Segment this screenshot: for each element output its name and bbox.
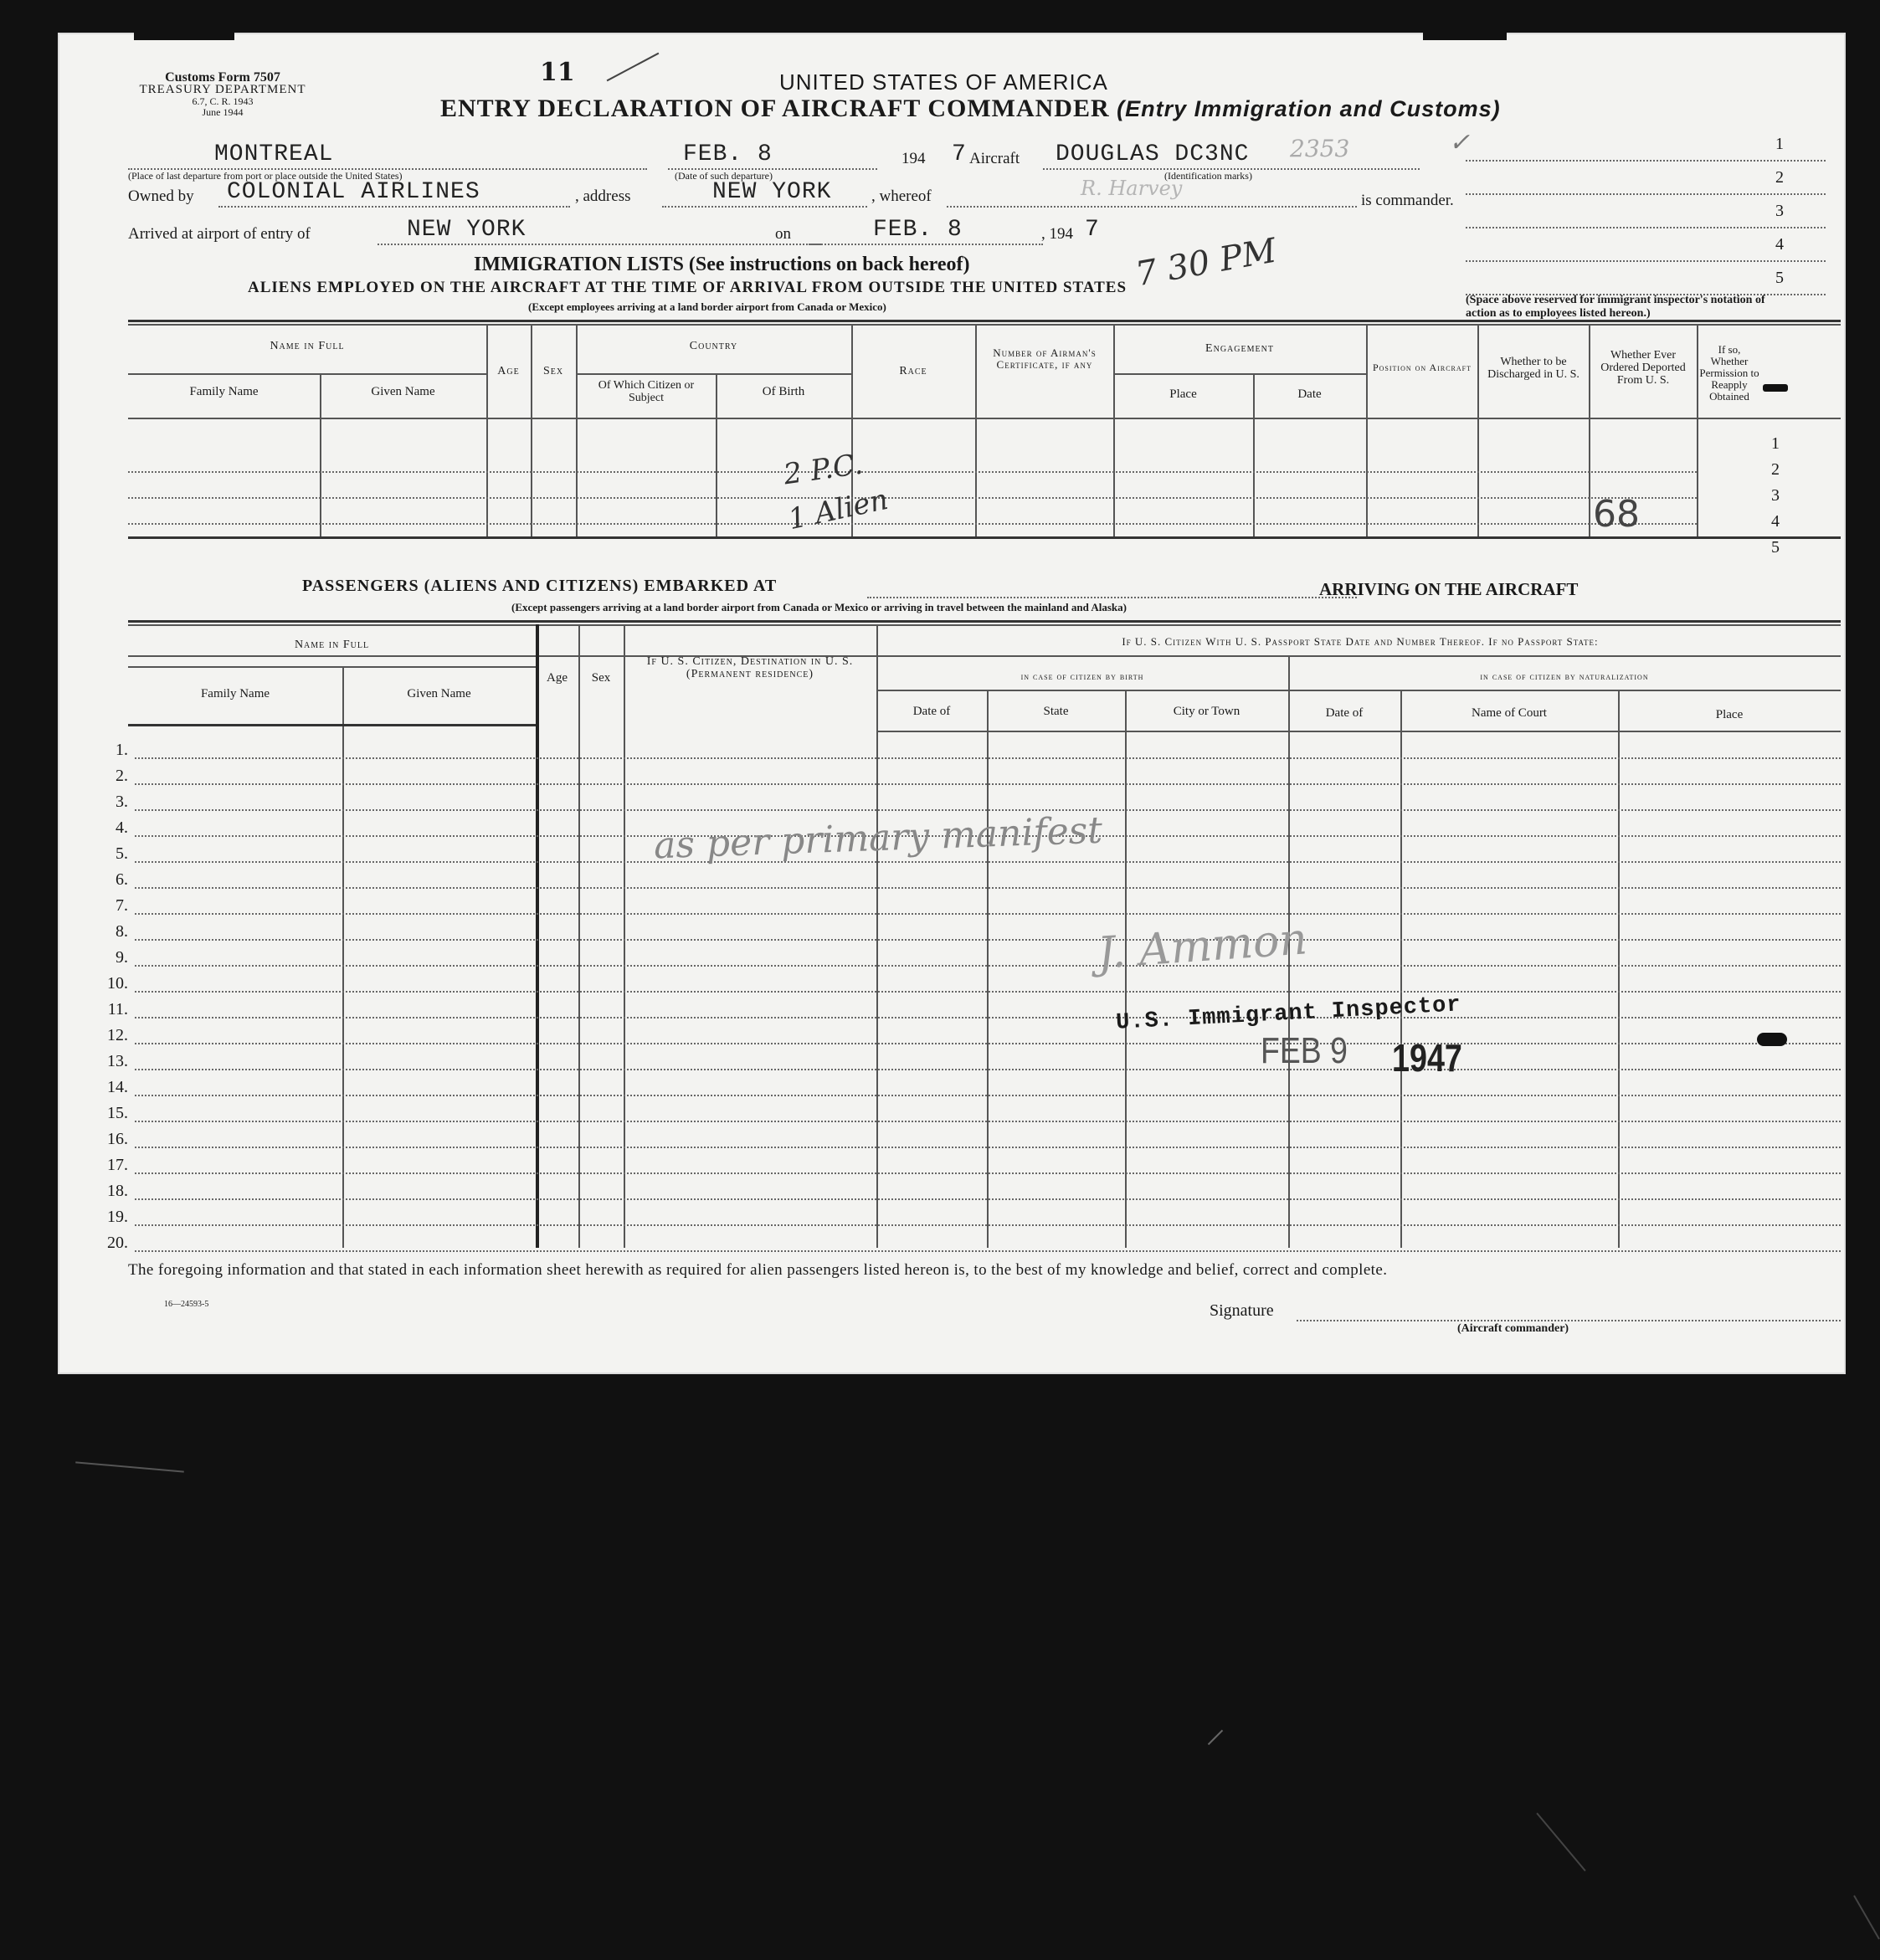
paper-edge-mark (1423, 32, 1507, 40)
arrival-airport: NEW YORK (407, 217, 527, 243)
pax-col-date-of: Date of (912, 705, 951, 718)
form-number: Customs Form 7507 (165, 70, 280, 85)
on-label: on (775, 225, 791, 243)
departure-place: MONTREAL (214, 141, 334, 167)
signature-label: Signature (1210, 1301, 1274, 1320)
whereof-label: , whereof (871, 187, 932, 205)
declaration-text: The foregoing information and that stated in each information sheet herewith as required for alien passengers listed hereon is, to the best of my knowledge and belief, correct and complete. (128, 1261, 1388, 1279)
pax-row-number: 4. (116, 818, 128, 837)
imm-col-age: Age (497, 365, 520, 377)
title-sub: (Entry Immigration and Customs) (1117, 96, 1501, 121)
imm-row-number: 3 (1771, 486, 1780, 505)
pax-row-number: 8. (116, 922, 128, 941)
pax-row-number: 17. (107, 1156, 128, 1174)
pax-col-place: Place (1715, 708, 1744, 721)
pax-col-passport: If U. S. Citizen With U. S. Passport State Date and Number Thereof. If no Passport State: (1122, 635, 1599, 648)
imm-col-date: Date (1297, 387, 1322, 401)
faint-handwriting: 2353 (1290, 135, 1350, 162)
handwritten-note-1: 2 P.C. (781, 447, 866, 492)
pax-row-number: 6. (116, 870, 128, 889)
handwritten-note-2: 1 Alien (785, 482, 891, 537)
pax-col-date-of-2: Date of (1325, 706, 1364, 720)
aircraft-id: DOUGLAS DC3NC (1056, 141, 1250, 167)
pax-row-number: 14. (107, 1078, 128, 1096)
pax-col-court: Name of Court (1472, 706, 1547, 720)
imm-col-position: Position on Aircraft (1372, 362, 1472, 373)
side-note: (Space above reserved for immigrant inspector's notation of action as to employees listed hereon.) (1466, 294, 1765, 320)
departure-place-caption: (Place of last departure from port or place outside the United States) (128, 170, 403, 182)
aircraft-caption: (Identification marks) (1164, 170, 1252, 182)
imm-col-citizen: Of Which Citizen or Subject (598, 379, 695, 404)
owner: COLONIAL AIRLINES (227, 179, 480, 205)
faint-commander-name: R. Harvey (1081, 177, 1183, 200)
stamp-year: 1947 (1392, 1036, 1462, 1080)
handwritten-primary-manifest: as per primary manifest (653, 808, 1103, 868)
pax-col-city: City or Town (1173, 705, 1240, 718)
form-date: June 1944 (202, 106, 244, 118)
imm-col-family: Family Name (189, 385, 259, 398)
stamp-date: FEB 9 (1261, 1030, 1348, 1071)
pax-col-by-naturalization: in case of citizen by naturalization (1480, 670, 1649, 682)
year-digit: 7 (952, 141, 967, 167)
pax-row-number: 18. (107, 1182, 128, 1200)
imm-row-number: 5 (1771, 538, 1780, 557)
film-scratch (1853, 1896, 1880, 1940)
owner-address: NEW YORK (712, 179, 832, 205)
signature-caption: (Aircraft commander) (1457, 1322, 1569, 1335)
side-number: 3 (1775, 202, 1784, 220)
pax-col-family: Family Name (200, 687, 270, 700)
pax-col-destination: If U. S. Citizen, Destination in U. S. (Permanent residence) (646, 655, 854, 680)
form-id-block (126, 71, 319, 118)
imm-col-certificate: Number of Airman's Certificate, if any (993, 346, 1097, 371)
side-number: 2 (1775, 168, 1784, 187)
side-number: 1 (1775, 135, 1784, 153)
pax-col-name: Name in Full (294, 639, 370, 651)
page-number: 11 (540, 58, 575, 87)
pax-col-age: Age (547, 671, 568, 685)
pax-row-number: 3. (116, 793, 128, 811)
imm-col-sex: Sex (542, 365, 564, 377)
arrival-year-prefix: , 194 (1041, 225, 1073, 243)
imm-col-birth: Of Birth (762, 385, 805, 398)
pax-col-state: State (1043, 705, 1069, 718)
ink-blot (1763, 384, 1788, 392)
pax-row-number: 1. (116, 741, 128, 759)
film-scratch (1536, 1813, 1585, 1871)
arrived-label: Arrived at airport of entry of (128, 225, 311, 243)
pax-row-number: 20. (107, 1234, 128, 1252)
imm-col-place: Place (1169, 387, 1197, 401)
pax-col-sex: Sex (591, 671, 611, 685)
owned-by-label: Owned by (128, 187, 194, 205)
imm-row-number: 1 (1771, 434, 1780, 453)
ink-blot (1757, 1033, 1787, 1046)
address-label: , address (575, 187, 631, 205)
stamp-number: 68 (1593, 493, 1640, 536)
pen-mark (607, 53, 660, 82)
passengers-title: PASSENGERS (ALIENS AND CITIZENS) EMBARKED AT (302, 577, 778, 595)
pax-row-number: 11. (107, 1000, 128, 1018)
title-main: ENTRY DECLARATION OF AIRCRAFT COMMANDER (440, 95, 1110, 122)
immigration-subtitle: ALIENS EMPLOYED ON THE AIRCRAFT AT THE TIME OF ARRIVAL FROM OUTSIDE THE UNITED STATES (248, 279, 1127, 296)
passengers-title-right: ARRIVING ON THE AIRCRAFT (1319, 579, 1579, 599)
side-number: 4 (1775, 235, 1784, 254)
pax-row-number: 13. (107, 1052, 128, 1070)
imm-row-number: 4 (1771, 512, 1780, 531)
pax-row-number: 19. (107, 1208, 128, 1226)
pax-col-given: Given Name (407, 687, 471, 700)
side-number: 5 (1775, 269, 1784, 287)
pax-row-number: 5. (116, 844, 128, 863)
pax-row-number: 16. (107, 1130, 128, 1148)
imm-col-given: Given Name (371, 385, 435, 398)
imm-col-race: Race (899, 365, 927, 377)
signature-line (1297, 1320, 1841, 1321)
country-heading: UNITED STATES OF AMERICA (779, 69, 1108, 95)
film-scratch (75, 1461, 184, 1472)
inspector-signature: J. Ammon (1096, 914, 1309, 979)
imm-col-country: Country (689, 340, 738, 352)
arrival-date: FEB. 8 (873, 217, 963, 243)
aircraft-label: Aircraft (969, 150, 1020, 167)
imm-col-permission: If so, Whether Permission to Reapply Obtained (1699, 343, 1759, 403)
imm-col-name: Name in Full (270, 340, 345, 352)
departure-date: FEB. 8 (683, 141, 773, 167)
imm-col-deported: Whether Ever Ordered Deported From U. S. (1600, 349, 1686, 387)
imm-col-engagement: Engagement (1205, 342, 1274, 355)
imm-col-discharged: Whether to be Discharged in U. S. (1487, 356, 1580, 381)
immigration-title: IMMIGRATION LISTS (See instructions on back hereof) (474, 254, 970, 275)
check-mark: ✓ (1449, 128, 1471, 157)
pax-row-number: 9. (116, 948, 128, 967)
pax-row-number: 12. (107, 1026, 128, 1044)
film-scratch (1208, 1730, 1223, 1745)
passengers-note: (Except passengers arriving at a land border airport from Canada or Mexico or arriving in travel between the mainland and Alaska) (511, 601, 1127, 613)
cfr-ref: 6.7, C. R. 1943 (192, 95, 254, 107)
immigration-note: (Except employees arriving at a land border airport from Canada or Mexico) (528, 300, 886, 313)
entry-declaration-form (59, 34, 1844, 1373)
pax-row-number: 7. (116, 896, 128, 915)
commander-label: is commander. (1361, 192, 1454, 209)
arrival-year-digit: 7 (1085, 217, 1100, 243)
paper-edge-mark (134, 32, 234, 40)
imm-row-number: 2 (1771, 460, 1780, 479)
form-title (440, 95, 1501, 123)
department: TREASURY DEPARTMENT (139, 83, 306, 96)
pax-col-by-birth: in case of citizen by birth (1020, 670, 1144, 682)
inspector-stamp: U.S. Immigrant Inspector (1115, 993, 1462, 1036)
departure-date-caption: (Date of such departure) (675, 170, 773, 182)
print-code: 16—24593-5 (164, 1300, 209, 1309)
pax-row-number: 15. (107, 1104, 128, 1122)
pax-row-number: 2. (116, 767, 128, 785)
handwritten-time: 7 30 PM (1133, 231, 1280, 295)
year-prefix: 194 (901, 150, 926, 167)
pax-row-number: 10. (107, 974, 128, 993)
